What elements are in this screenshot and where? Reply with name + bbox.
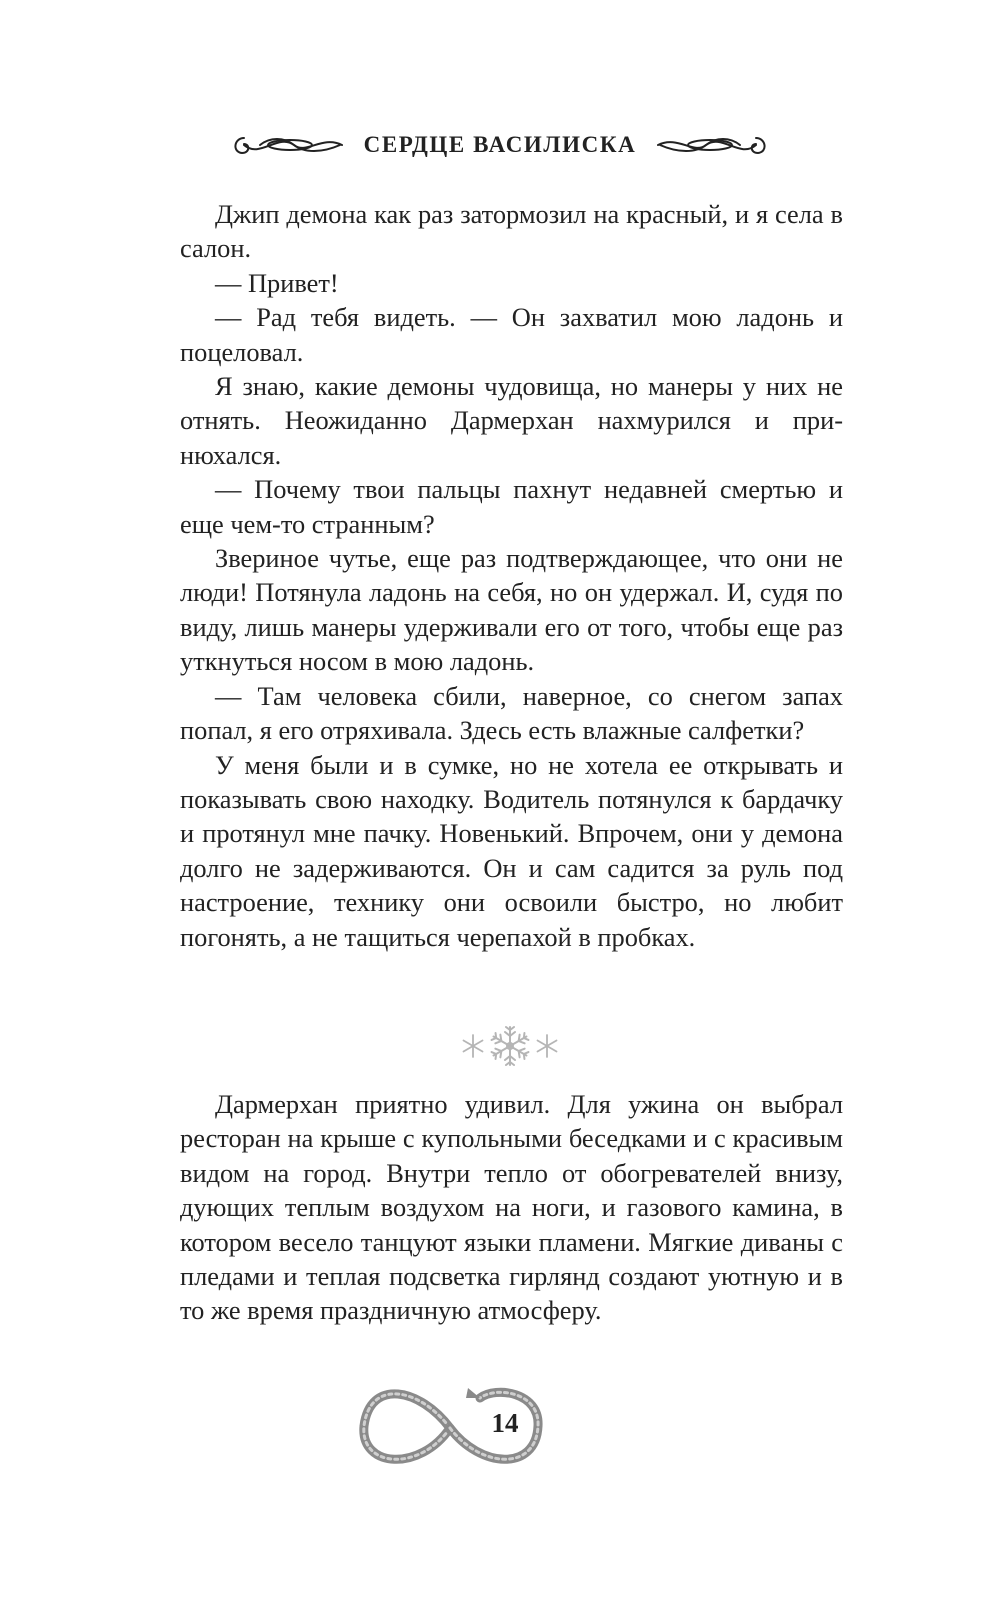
page-number: 14 — [491, 1408, 519, 1438]
scene-break — [460, 1022, 560, 1070]
paragraph: Звериное чутье, еще раз подтверждающее, что они не люди! Потянула ладонь на себя, но он удержал. И, судя по виду, лишь манеры удерживали его от того, чтобы еще раз уткнуться носом в мою ладонь. — [180, 543, 843, 677]
page-folio — [340, 1368, 560, 1488]
left-flourish-icon — [230, 125, 348, 165]
running-head — [0, 120, 1000, 170]
small-snowflake-icon — [534, 1033, 560, 1059]
paragraph: Я знаю, какие демоны чудовища, но манеры у них не отнять. Неожиданно Дармерхан нахмурился и принюхался. — [180, 371, 843, 470]
paragraph: — Рад тебя видеть. — Он захватил мою ладонь и поцеловал. — [180, 302, 843, 367]
paragraph: Дармерхан приятно удивил. Для ужина он выбрал ресторан на крыше с купольными беседками и с красивым видом на город. Внутри тепло от обогревателей внизу, дующих теплым воздухом на ноги, и газового камина, в котором весело танцуют языки пламени. Мягкие диваны с пледами и теплая подсветка гирлянд создают уютную и в то же время праздничную атмосферу. — [180, 1089, 843, 1326]
paragraph: Джип демона как раз затормозил на красный, и я села в салон. — [180, 199, 843, 264]
paragraph: — Там человека сбили, наверное, со снегом запах попал, я его отряхивала. Здесь есть влажные салфетки? — [180, 680, 843, 746]
small-snowflake-icon — [460, 1033, 486, 1059]
large-snowflake-icon — [488, 1024, 532, 1068]
text-block-2 — [180, 1087, 843, 1328]
paragraph: — Почему твои пальцы пахнут недавней смертью и еще чем-то странным? — [180, 474, 843, 539]
paragraph: У меня были и в сумке, но не хотела ее открывать и показывать свою находку. Водитель потянулся к бардачку и протянул мне пачку. Новенький. Впрочем, они у демона долго не задерживаются. Он и сам садится за руль под настроение, технику они освоили быстро, но любит погонять, а не тащиться черепахой в пробках. — [180, 749, 843, 952]
running-title: СЕРДЦЕ ВАСИЛИСКА — [363, 132, 637, 157]
text-block-1 — [180, 197, 843, 954]
right-flourish-icon — [652, 125, 770, 165]
paragraph: — Привет! — [215, 267, 339, 298]
